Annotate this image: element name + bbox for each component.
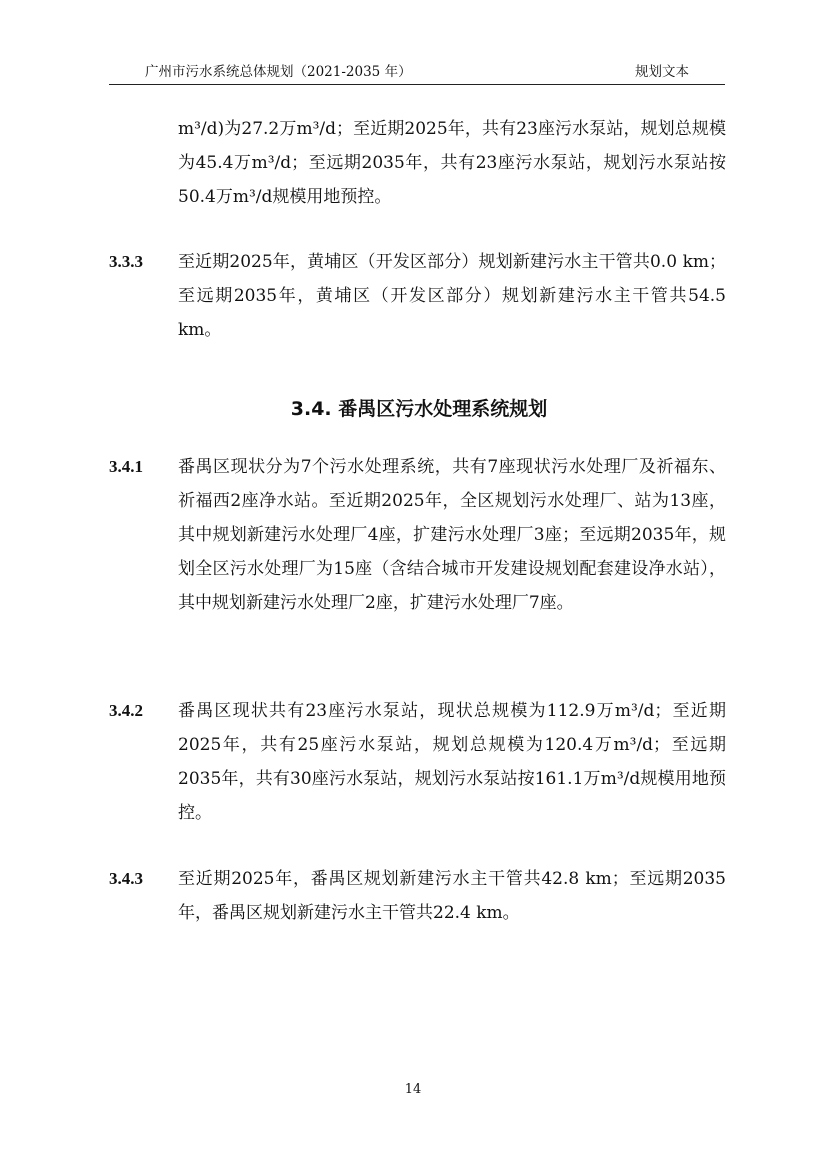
- clause-number: 3.4.2: [109, 701, 143, 720]
- document-title: 广州市污水系统总体规划（2021-2035 年）: [145, 64, 412, 80]
- clause-number: 3.4.1: [109, 457, 143, 476]
- clause-text: 番禺区现状分为7个污水处理系统，共有7座现状污水处理厂及祈福东、祈福西2座净水站。至近期2025年，全区规划污水处理厂、站为13座，其中规划新建污水处理厂4座，扩建污水处理厂3座；至远期2035年，规划全区污水处理厂为15座（含结合城市开发建设规划配套建设净水站），其中规划新建污水处理厂2座，扩建污水处理厂7座。: [178, 457, 726, 613]
- clause-number: 3.4.3: [109, 869, 143, 888]
- section-title: 3.4. 番禺区污水处理系统规划: [290, 398, 548, 420]
- page-number: 14: [404, 1082, 422, 1097]
- document-type-label: 规划文本: [635, 64, 689, 80]
- clause-text: 至近期2025年，黄埔区（开发区部分）规划新建污水主干管共0.0 km；至远期2035年，黄埔区（开发区部分）规划新建污水主干管共54.5 km。: [178, 252, 726, 340]
- clause-text: 至近期2025年，番禺区规划新建污水主干管共42.8 km；至远期2035年，番禺区规划新建污水主干管共22.4 km。: [178, 869, 726, 923]
- clause-text: 番禺区现状共有23座污水泵站，现状总规模为112.9万m³/d；至近期2025年，共有25座污水泵站，规划总规模为120.4万m³/d；至远期2035年，共有30座污水泵站，规划污水泵站按161.1万m³/d规模用地预控。: [178, 701, 726, 823]
- page-header: [109, 62, 725, 85]
- continuation-paragraph: m³/d)为27.2万m³/d；至近期2025年，共有23座污水泵站，规划总规模为45.4万m³/d；至远期2035年，共有23座污水泵站，规划污水泵站按50.4万m³/d规模用地预控。: [178, 119, 726, 207]
- clause-number: 3.3.3: [109, 252, 143, 271]
